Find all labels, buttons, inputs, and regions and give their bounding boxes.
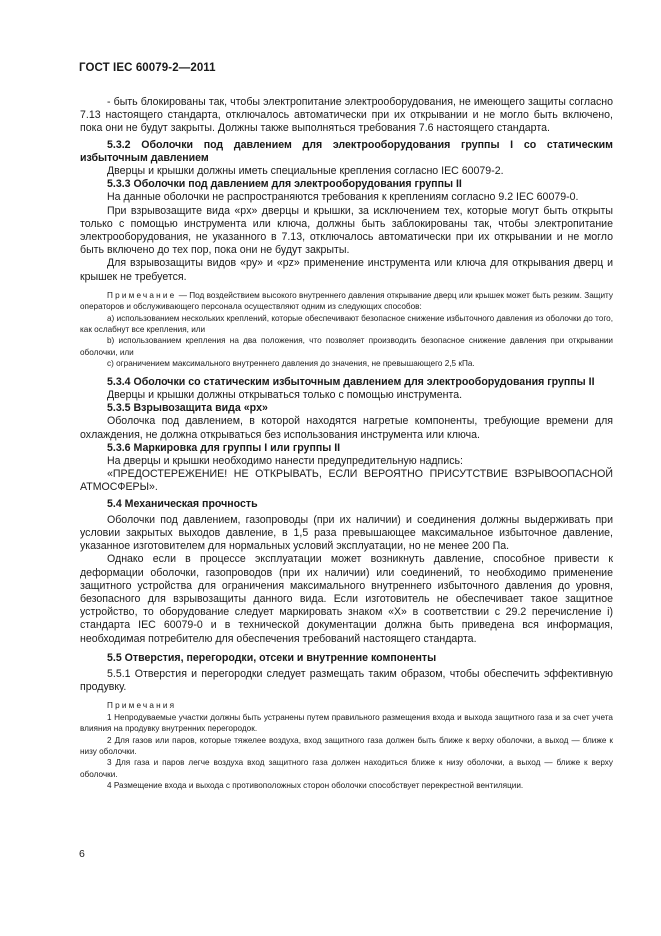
note-3: 3 Для газа и паров легче воздуха вход защитного газа должен находиться ближе к низу оболочки, а выход — ближе к верху оболочки.	[80, 758, 613, 779]
note-intro	[80, 290, 613, 313]
note-text: — Под воздействием высокого внутреннего давления открывание дверц или крышек может быть резким. Защиту операторов и обслуживающего персонала осуществляют одним из следующих способов:	[80, 290, 613, 312]
heading-5-3-3: 5.3.3 Оболочки под давлением для электрооборудования группы II	[107, 178, 462, 191]
note-item-a: a) использованием нескольких креплений, которые обеспечивают безопасное снижение избыточного давления из оболочки до того, как ослабнут все крепления, или	[80, 313, 613, 335]
note-1: 1 Непродуваемые участки должны быть устранены путем правильного размещения входа и выхода защитного газа и за счет учета влияния на продувку внутренних перегородок.	[80, 712, 613, 734]
heading-5-4: 5.4 Механическая прочность	[107, 497, 258, 510]
paragraph-5-4-b: Однако если в процессе эксплуатации может возникнуть давление, способное привести к деформации оболочки, газопроводов (при их наличии) или соединений, то необходимо применение защитного устройства для ограничения максимального внутреннего избыточного давления до уровня, безопасного для взрывозащиты данного вида. Если изготовитель не обеспечивает такое защитное устройство, то оборудование следует маркировать знаком «X» в соответствии с 29.2 перечисление i) стандарта IEC 60079-0 и в технической документации должна быть приведена вся информация, необходимая потребителю для обеспечения требований настоящего стандарта.	[80, 553, 613, 645]
note-item-b: b) использованием крепления на два положения, что позволяет производить безопасное снижение давления при открывании оболочки, или	[80, 336, 613, 357]
note-block	[80, 290, 613, 370]
notes-block	[80, 700, 613, 791]
paragraph-5-4-a: Оболочки под давлением, газопроводы (при их наличии) и соединения должны выдерживать при условии закрытых выходов давление, в 1,5 раза превышающее максимальное избыточное давление, указанное изготовителем для нормальных условий эксплуатации, но не менее 200 Па.	[80, 513, 613, 553]
paragraph-5-3-4: Дверцы и крышки должны открываться только с помощью инструмента.	[107, 388, 463, 401]
paragraph-5-5-1: 5.5.1 Отверстия и перегородки следует размещать таким образом, чтобы обеспечить эффективную продувку.	[80, 667, 613, 694]
paragraph-5-3-2: Дверцы и крышки должны иметь специальные крепления согласно IEC 60079-2.	[107, 165, 504, 178]
note-label: Примечание	[107, 290, 177, 300]
page-number: 6	[79, 848, 85, 860]
heading-5-3-6: 5.3.6 Маркировка для группы I или группы II	[107, 441, 341, 454]
note-4: 4 Размещение входа и выхода с противоположных сторон оболочки способствует перекрестной вентиляции.	[107, 781, 524, 791]
paragraph-5-3-3-c: Для взрывозащиты видов «py» и «pz» применение инструмента или ключа для открывания дверц и крышек не требуется.	[80, 257, 613, 283]
paragraph-5-3-6-a: На дверцы и крышки необходимо нанести предупредительную надпись:	[107, 454, 463, 467]
paragraph-5-3-5: Оболочка под давлением, в которой находятся нагретые компоненты, требующие времени для охлаждения, не должна открываться без использования инструмента или ключа.	[80, 415, 613, 441]
heading-5-3-2: 5.3.2 Оболочки под давлением для электрооборудования группы I со статическим избыточным давлением	[80, 138, 613, 164]
note-item-c: c) ограничением максимального внутреннего давления до значения, не превышающего 2,5 кПа.	[107, 359, 475, 369]
heading-5-5: 5.5 Отверстия, перегородки, отсеки и внутренние компоненты	[107, 651, 437, 664]
heading-5-3-4: 5.3.4 Оболочки со статическим избыточным давлением для электрооборудования группы II	[107, 375, 595, 388]
paragraph-5-3-3-a: На данные оболочки не распространяются требования к креплениям согласно 9.2 IEC 60079-0.	[107, 191, 579, 204]
notes-label: Примечания	[107, 701, 177, 711]
document-body	[80, 96, 613, 792]
heading-5-3-5: 5.3.5 Взрывозащита вида «px»	[107, 402, 268, 415]
paragraph-blocking: - быть блокированы так, чтобы электропитание электрооборудования, не имеющего защиты согласно 7.13 настоящего стандарта, отключалось автоматически при их открывании и не могло быть включено, пока они не будут закрыты. Должны также выполняться требования 7.6 настоящего стандарта.	[80, 96, 613, 135]
document-header: ГОСТ IEC 60079-2—2011	[79, 62, 216, 74]
warning-inscription: «ПРЕДОСТЕРЕЖЕНИЕ! НЕ ОТКРЫВАТЬ, ЕСЛИ ВЕРОЯТНО ПРИСУТСТВИЕ ВЗРЫВООПАСНОЙ АТМОСФЕРЫ».	[80, 468, 613, 494]
note-2: 2 Для газов или паров, которые тяжелее воздуха, вход защитного газа должен быть ближе к верху оболочки, а выход — ближе к низу оболочки.	[80, 735, 613, 756]
paragraph-5-3-3-b: При взрывозащите вида «px» дверцы и крышки, за исключением тех, которые могут быть открыты только с помощью инструмента или ключа, должны быть заблокированы так, чтобы электропитание электрооборудования, не указанного в 7.13, отключалось автоматически при их открывании и не могло быть включено до тех пор, пока они не будут закрыты.	[80, 204, 613, 257]
